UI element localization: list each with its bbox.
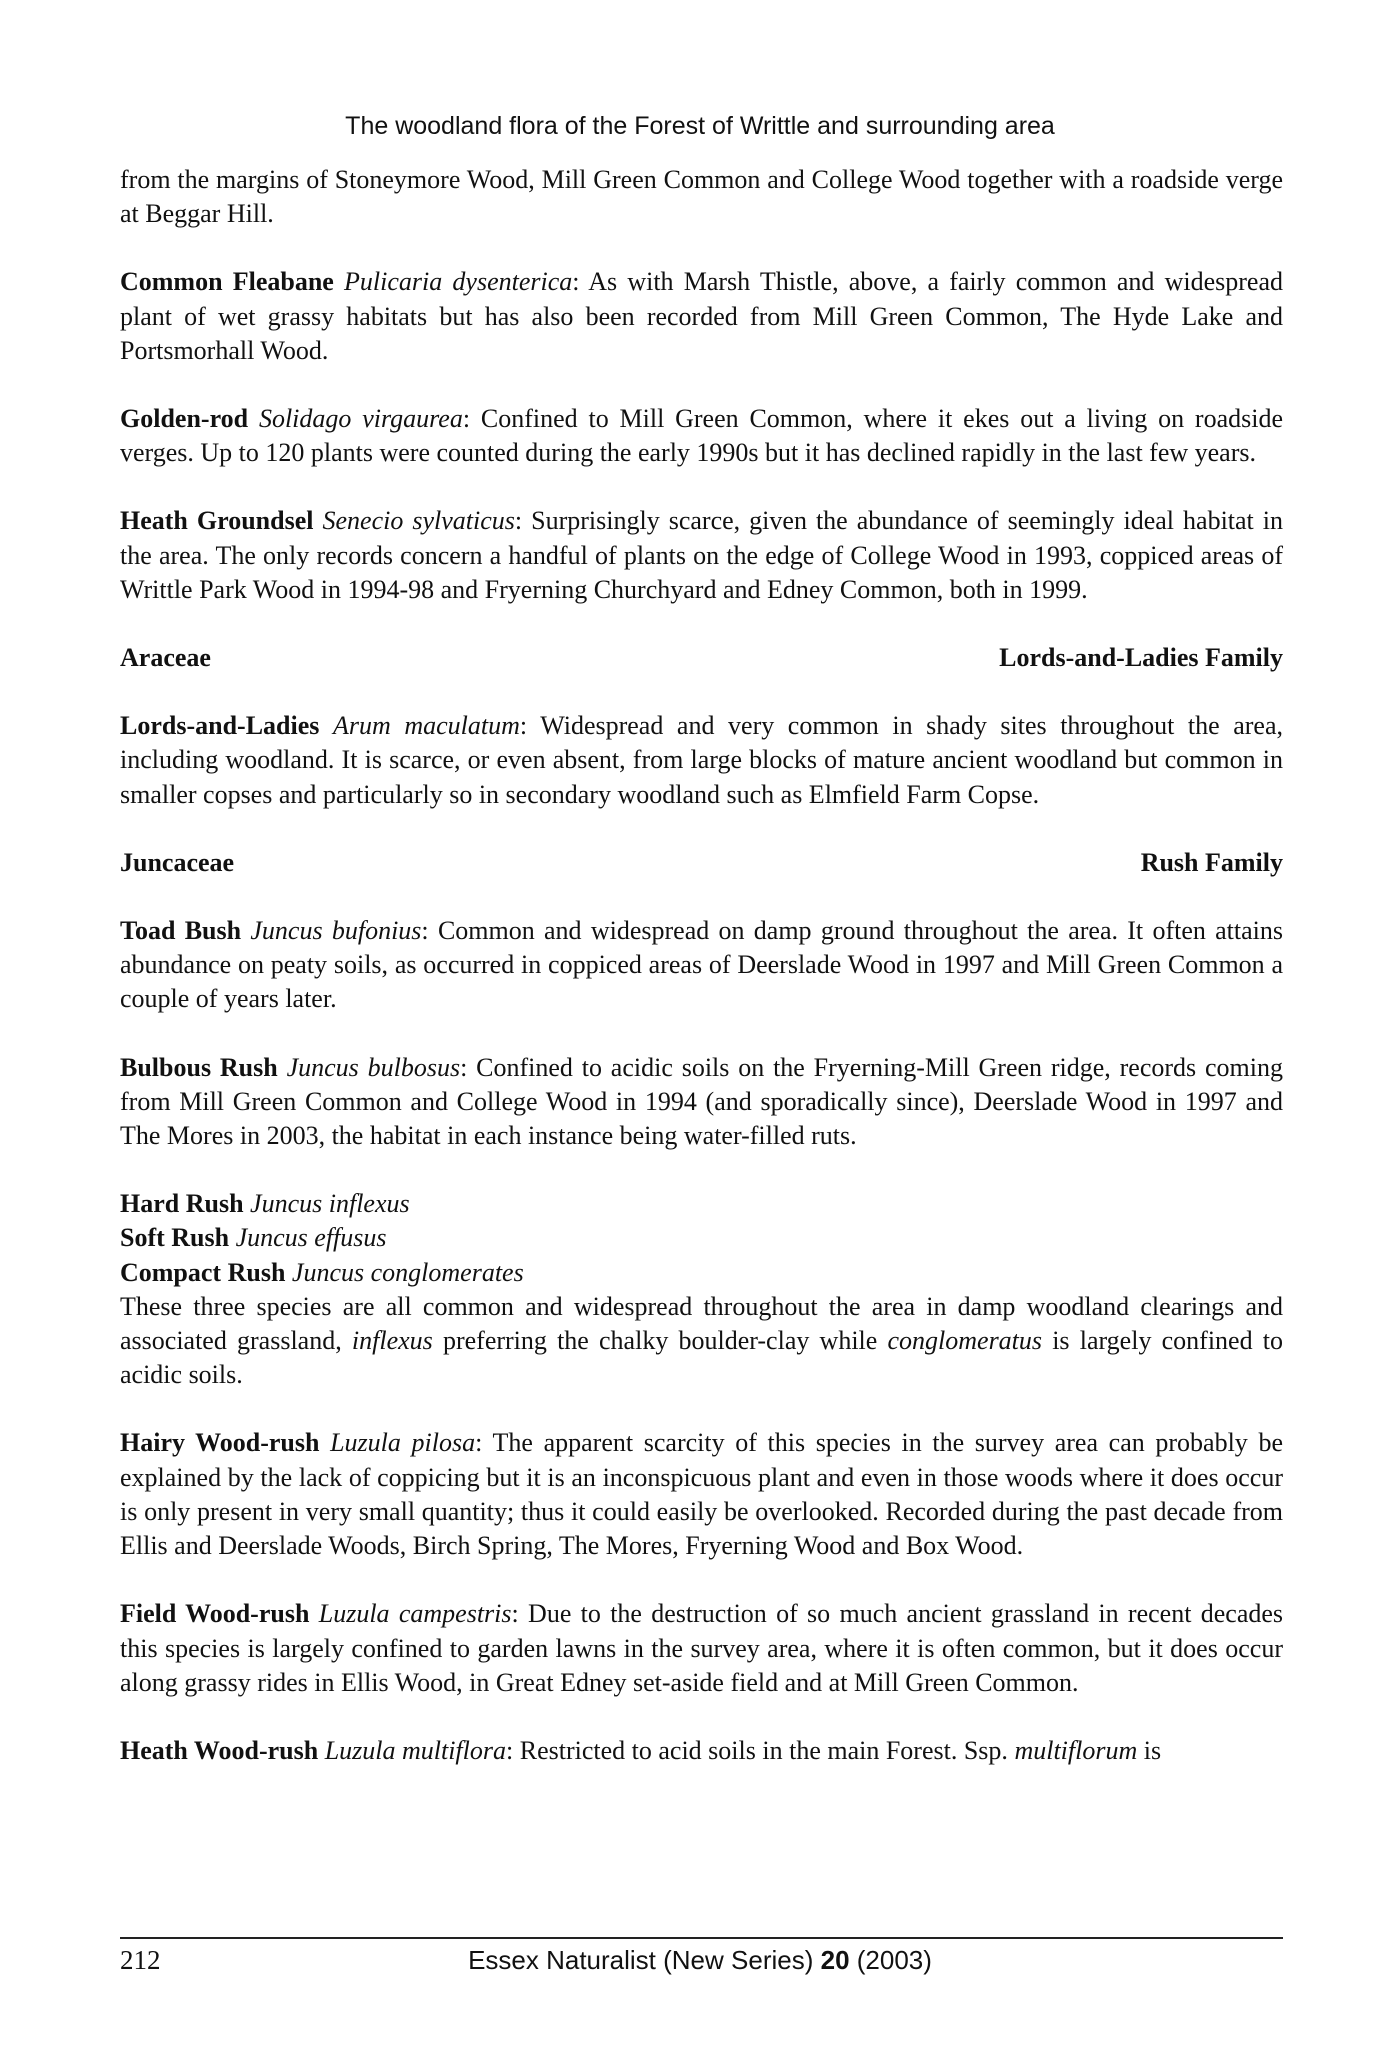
species-entry-heath-wood-rush: Heath Wood-rush Luzula multiflora: Restricted to acid soils in the main Forest. Ssp. multiflorum is xyxy=(120,1735,1162,1765)
species-latin: Pulicaria dysenterica xyxy=(344,267,573,297)
species-entry-field-wood-rush: Field Wood-rush Luzula campestris: Due to the destruction of so much ancient grassland in recent decades this species is largely confined to garden lawns in the survey area, where it is often common, but it does occur along grassy rides in Ellis Wood, in Great Edney set-aside field and at Mill Green Common. xyxy=(120,1599,1284,1697)
species-entry-hairy-wood-rush: Hairy Wood-rush Luzula pilosa: The apparent scarcity of this species in the survey area can probably be explained by the lack of coppicing but it is an inconspicuous plant and even in those woods where it does occur is only present in very small quantity; thus it could easily be overlooked. Recorded during the past decade from Ellis and Deerslade Woods, Birch Spring, The Mores, Fryerning Wood and Box Wood. xyxy=(120,1428,1283,1561)
species-name: Heath Groundsel xyxy=(120,506,314,536)
volume-number: 20 xyxy=(820,1945,850,1975)
species-latin: Juncus bufonius xyxy=(250,916,422,946)
species-text: Confined to acidic soils on the Fryerning-Mill Green ridge, records coming from Mill Green Common and College Wood in 1994 (and sporadically since), Deerslade Wood in 1997 and The Mores in 2003, the habitat in each instance being water-filled ruts. xyxy=(120,1052,1283,1151)
species-latin: Juncus bulbosus xyxy=(286,1052,461,1082)
species-latin: Luzula pilosa xyxy=(330,1428,476,1458)
species-latin: Arum maculatum xyxy=(332,711,520,741)
species-entry-compact-rush xyxy=(120,1256,1283,1290)
page-body xyxy=(120,163,1283,1768)
family-heading-juncaceae xyxy=(120,846,1283,880)
species-name: Compact Rush xyxy=(120,1257,286,1287)
species-name: Hard Rush xyxy=(120,1189,244,1219)
family-latin: Araceae xyxy=(120,643,211,673)
journal-citation: Essex Naturalist (New Series) 20 (2003) xyxy=(468,1945,932,1975)
species-entry-lords-and-ladies: Lords-and-Ladies Arum maculatum: Widespread and very common in shady sites throughout the area, including woodland. It is scarce, or even absent, from large blocks of mature ancient woodland but common in smaller copses and particularly so in secondary woodland such as Elmfield Farm Copse. xyxy=(120,711,1283,809)
species-text: Common and widespread on damp ground throughout the area. It often attains abundance on peaty soils, as occurred in coppiced areas of Deerslade Wood in 1997 and Mill Green Common a couple of years later. xyxy=(120,916,1284,1014)
species-entry-soft-rush xyxy=(120,1221,1283,1255)
species-latin: Juncus inflexus xyxy=(250,1189,410,1219)
three-rushes-paragraph: These three species are all common and widespread throughout the area in damp woodland clearings and associated grassland, inflexus preferring the chalky boulder-clay while conglomeratus is largely confined to acidic soils. xyxy=(120,1291,1283,1390)
species-name: Common Fleabane xyxy=(120,267,334,297)
species-latin: Juncus conglomerates xyxy=(291,1257,524,1287)
species-text: Due to the destruction of so much ancient grassland in recent decades this species is largely confined to garden lawns in the survey area, where it is often common, but it does occur along grassy rides in Ellis Wood, in Great Edney set-aside field and at Mill Green Common. xyxy=(120,1599,1284,1697)
species-name: Soft Rush xyxy=(120,1223,230,1253)
intro-paragraph: from the margins of Stoneymore Wood, Mill Green Common and College Wood together with a roadside verge at Beggar Hill. xyxy=(120,165,1283,229)
family-common: Lords-and-Ladies Family xyxy=(999,643,1283,673)
species-text: Widespread and very common in shady sites throughout the area, including woodland. It is scarce, or even absent, from large blocks of mature ancient woodland but common in smaller copses and particularly so in secondary woodland such as Elmfield Farm Copse. xyxy=(120,711,1283,809)
species-name: Field Wood-rush xyxy=(120,1599,310,1629)
species-text: Confined to Mill Green Common, where it ekes out a living on roadside verges. Up to 120 plants were counted during the early 1990s but it has declined rapidly in the last few years. xyxy=(120,404,1284,468)
family-heading-araceae xyxy=(120,641,1283,675)
species-text: As with Marsh Thistle, above, a fairly common and widespread plant of wet grassy habitats but has also been recorded from Mill Green Common, The Hyde Lake and Portsmorhall Wood. xyxy=(120,267,1283,365)
species-name: Heath Wood-rush xyxy=(120,1735,319,1765)
species-text: Surprisingly scarce, given the abundance of seemingly ideal habitat in the area. The only records concern a handful of plants on the edge of College Wood in 1993, coppiced areas of Writtle Park Wood in 1994-98 and Fryerning Churchyard and Edney Common, both in 1999. xyxy=(120,506,1284,604)
footer-rule xyxy=(120,1937,1283,1939)
species-latin: Solidago virgaurea xyxy=(258,404,463,434)
species-entry-toad-bush: Toad Bush Juncus bufonius: Common and widespread on damp ground throughout the area. It often attains abundance on peaty soils, as occurred in coppiced areas of Deerslade Wood in 1997 and Mill Green Common a couple of years later. xyxy=(120,916,1284,1014)
species-entry-bulbous-rush: Bulbous Rush Juncus bulbosus: Confined to acidic soils on the Fryerning-Mill Green ridge, records coming from Mill Green Common and College Wood in 1994 (and sporadically since), Deerslade Wood in 1997 and The Mores in 2003, the habitat in each instance being water-filled ruts. xyxy=(120,1052,1283,1151)
species-name: Hairy Wood-rush xyxy=(120,1428,320,1458)
family-latin: Juncaceae xyxy=(120,847,235,877)
page-number: 212 xyxy=(120,1945,161,1975)
species-latin: Luzula campestris xyxy=(318,1599,512,1629)
species-entry-golden-rod: Golden-rod Solidago virgaurea: Confined to Mill Green Common, where it ekes out a living on roadside verges. Up to 120 plants were counted during the early 1990s but it has declined rapidly in the last few years. xyxy=(120,404,1284,468)
species-name: Bulbous Rush xyxy=(120,1052,278,1082)
running-title: The woodland flora of the Forest of Writtle and surrounding area xyxy=(345,112,1055,140)
species-latin: Senecio sylvaticus xyxy=(322,506,515,536)
species-name: Golden-rod xyxy=(120,404,249,434)
species-name: Toad Bush xyxy=(120,916,242,946)
species-latin: Juncus effusus xyxy=(235,1223,387,1253)
species-name: Lords-and-Ladies xyxy=(120,711,320,741)
species-text: The apparent scarcity of this species in the survey area can probably be explained by the lack of coppicing but it is an inconspicuous plant and even in those woods where it does occur is only present in very small quantity; thus it could easily be overlooked. Recorded during the past decade from Ellis and Deerslade Woods, Birch Spring, The Mores, Fryerning Wood and Box Wood. xyxy=(120,1428,1283,1561)
species-text: Restricted to acid soils in the main Forest. Ssp. xyxy=(513,1735,1015,1765)
family-common: Rush Family xyxy=(1140,847,1283,877)
species-entry-hard-rush xyxy=(120,1187,1283,1221)
species-entry-heath-groundsel: Heath Groundsel Senecio sylvaticus: Surprisingly scarce, given the abundance of seemingly ideal habitat in the area. The only records concern a handful of plants on the edge of College Wood in 1993, coppiced areas of Writtle Park Wood in 1994-98 and Fryerning Churchyard and Edney Common, both in 1999. xyxy=(120,506,1284,604)
species-entry-common-fleabane: Common Fleabane Pulicaria dysenterica: As with Marsh Thistle, above, a fairly common and widespread plant of wet grassy habitats but has also been recorded from Mill Green Common, The Hyde Lake and Portsmorhall Wood. xyxy=(120,267,1283,365)
species-latin: Luzula multiflora xyxy=(324,1735,507,1765)
